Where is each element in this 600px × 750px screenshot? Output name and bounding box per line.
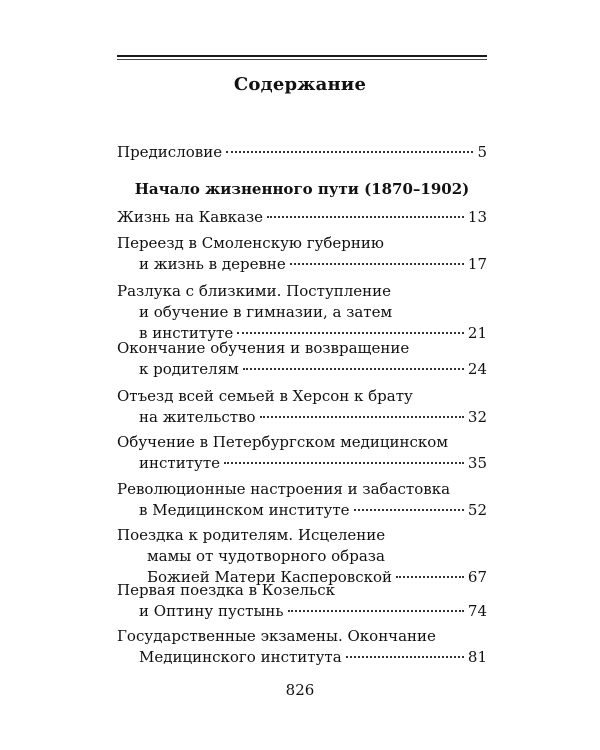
- toc-entry-text: и жизнь в деревне: [139, 255, 286, 273]
- toc-page-number: 81: [467, 648, 487, 666]
- toc-entry-text: и обучение в гимназии, а затем: [139, 303, 393, 321]
- toc-page-number: 13: [467, 208, 487, 226]
- toc-entry-text: Государственные экзамены. Окончание: [117, 627, 436, 645]
- toc-entry-last-line: [117, 359, 487, 380]
- dot-leader: [346, 656, 464, 658]
- section-heading: Начало жизненного пути (1870–1902): [134, 180, 470, 198]
- dot-leader: [396, 576, 464, 578]
- toc-entry-text: Предисловие: [117, 143, 223, 161]
- toc-entry-text: Медицинского института: [139, 648, 342, 666]
- toc-entry: [117, 626, 487, 668]
- toc-entry: [117, 386, 487, 428]
- toc-entry-text: к родителям: [139, 360, 239, 378]
- toc-page-number: 24: [467, 360, 487, 378]
- toc-entry: [117, 338, 487, 380]
- toc-entry-text: в институте: [139, 324, 234, 342]
- toc-entry-text: Разлука с близкими. Поступление: [117, 282, 392, 300]
- toc-entry-last-line: [117, 601, 487, 622]
- toc-entry-last-line: [117, 142, 487, 163]
- toc-entry-last-line: [117, 500, 487, 521]
- toc-entry-text: в Медицинском институте: [139, 501, 350, 519]
- toc-entry-text: Божией Матери Касперовской: [147, 568, 393, 586]
- toc-entry-text: институте: [139, 454, 220, 472]
- toc-entry: [117, 580, 487, 622]
- toc-entry-text: мамы от чудотворного образа: [147, 547, 385, 565]
- toc-entry: [117, 479, 487, 521]
- toc-page-number: 67: [467, 568, 487, 586]
- toc-page-number: 74: [467, 602, 487, 620]
- toc-entry-text: Революционные настроения и забастовка: [117, 480, 451, 498]
- toc-entry-text: Окончание обучения и возвращение: [117, 339, 410, 357]
- toc-entry-last-line: [117, 207, 487, 228]
- toc-entry-text: Переезд в Смоленскую губернию: [117, 234, 384, 252]
- toc-entry-text: и Оптину пустынь: [139, 602, 284, 620]
- toc-entry-text: Первая поездка в Козельск: [117, 581, 335, 599]
- dot-leader: [288, 610, 464, 612]
- toc-page-number: 52: [467, 501, 487, 519]
- toc-page-number: 5: [477, 143, 487, 161]
- dot-leader: [354, 509, 464, 511]
- page-number: 826: [285, 681, 315, 699]
- toc-page-number: 21: [467, 324, 487, 342]
- toc-page-number: 32: [467, 408, 487, 426]
- toc-entry-last-line: [117, 453, 487, 474]
- toc-entry: [117, 432, 487, 474]
- toc-entry-text: Отъезд всей семьей в Херсон к брату: [117, 387, 413, 405]
- toc-entry-last-line: [117, 647, 487, 668]
- toc-entry-text: Поездка к родителям. Исцеление: [117, 526, 386, 544]
- toc-page-number: 17: [467, 255, 487, 273]
- toc-entry-text: Жизнь на Кавказе: [117, 208, 264, 226]
- dot-leader: [260, 416, 464, 418]
- toc-entry-last-line: [117, 254, 487, 275]
- dot-leader: [226, 151, 473, 153]
- dot-leader: [290, 263, 464, 265]
- toc-entry: [117, 233, 487, 275]
- dot-leader: [237, 332, 464, 334]
- toc-entry-preface: [117, 142, 487, 163]
- toc-entry: [117, 207, 487, 228]
- dot-leader: [243, 368, 464, 370]
- toc-entry-text: Обучение в Петербургском медицинском: [117, 433, 448, 451]
- toc-entry-text: на жительство: [139, 408, 256, 426]
- toc-entry-last-line: [117, 407, 487, 428]
- dot-leader: [267, 216, 464, 218]
- dot-leader: [224, 462, 464, 464]
- toc-entry: [117, 281, 487, 344]
- header-rule: [117, 55, 487, 57]
- page-title: Содержание: [233, 74, 367, 95]
- toc-page-number: 35: [467, 454, 487, 472]
- toc-entry: [117, 525, 487, 588]
